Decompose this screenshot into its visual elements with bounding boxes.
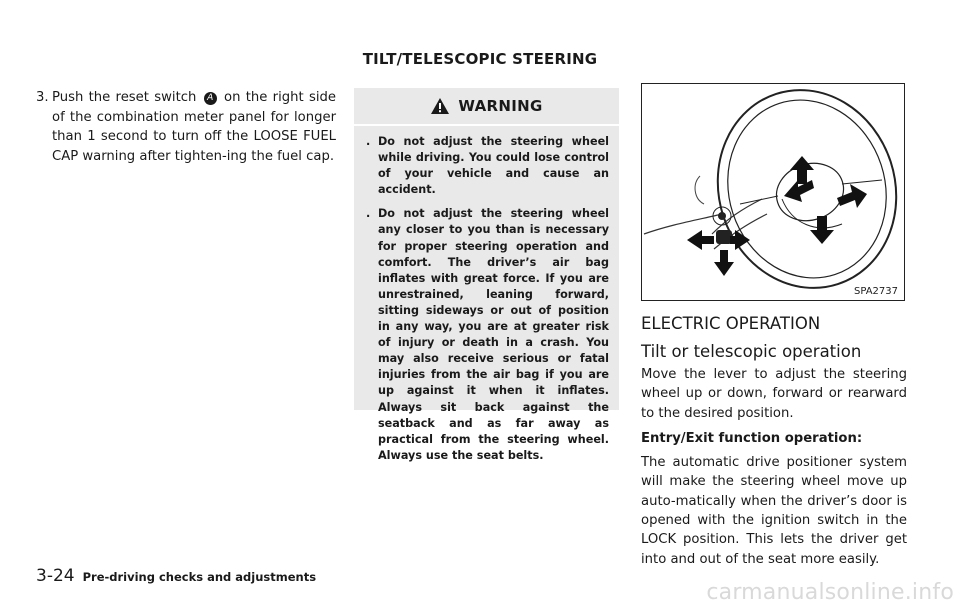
warning-item-text: Do not adjust the steering wheel while driving. You could lose control of your vehicle and cause an accident. <box>378 135 609 197</box>
steering-figure <box>641 83 905 301</box>
subheading-tilt-telescopic: Tilt or telescopic operation <box>641 342 862 361</box>
step-number: 3. <box>36 90 49 105</box>
warning-triangle-icon <box>430 97 450 115</box>
page-number: 3-24 <box>36 566 75 586</box>
bullet: . <box>366 207 371 221</box>
section-title: TILT/TELESCOPIC STEERING <box>362 50 598 68</box>
callout-a-icon: A <box>204 92 217 105</box>
right-column <box>641 313 907 575</box>
step-text-after: on the right side of the combination meter panel for longer than 1 second to turn off the LOOSE FUEL CAP warning after tighten-ing the fuel cap. <box>52 90 336 164</box>
warning-item <box>366 134 609 198</box>
steering-wheel-adjustment-icon <box>642 84 904 300</box>
watermark: carmanualsonline.info <box>706 580 954 605</box>
warning-box <box>354 88 619 462</box>
step-text <box>52 88 336 166</box>
entry-exit-heading: Entry/Exit function operation: <box>641 430 863 446</box>
bullet: . <box>366 135 371 148</box>
step-3 <box>36 88 336 166</box>
paragraph-lever: Move the lever to adjust the steering wheel up or down, forward or rearward to the desired position. <box>641 367 907 421</box>
heading-electric-operation: ELECTRIC OPERATION <box>641 314 821 333</box>
warning-title: WARNING <box>458 97 543 115</box>
warning-item-text: Do not adjust the steering wheel any closer to you than is necessary for proper steering operation and comfort. The driver’s air bag inflates with great force. If you are unrestrained, leaning forward, sitting sideways or out of position in any way, you are at greater risk of injury or death in a crash. You may also receive serious or fatal injuries from the air bag if you are up against it when it inflates. Always sit back against the seatback and as far away as practical from the steering wheel. Always use the seat belts. <box>378 207 609 462</box>
step-text-before: Push the reset switch <box>52 90 197 105</box>
left-column <box>36 88 336 166</box>
page-footer <box>36 566 316 586</box>
footer-section-title: Pre-driving checks and adjustments <box>82 570 317 584</box>
warning-list <box>354 126 619 464</box>
warning-header <box>354 88 619 126</box>
paragraph-entry-exit: The automatic drive positioner system will make the steering wheel move up auto-matically when the driver’s door is opened with the ignition switch in the LOCK position. This lets the driver get into and out of the seat more easily. <box>641 455 907 567</box>
warning-item <box>366 206 609 464</box>
figure-code: SPA2737 <box>853 286 898 297</box>
